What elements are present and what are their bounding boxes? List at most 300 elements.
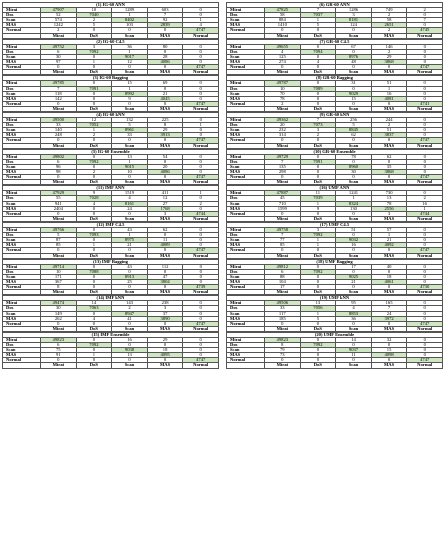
matrix-cell: 0 — [76, 175, 112, 180]
matrix-cell: 262 — [41, 316, 77, 321]
matrix-cell: 5 — [300, 23, 336, 28]
corner-cell — [3, 253, 41, 258]
matrix-cell: 4747 — [183, 358, 219, 363]
matrix-cell: 149 — [41, 311, 77, 316]
matrix-cell: 8 — [41, 285, 77, 290]
matrix-cell: 0 — [407, 233, 443, 238]
row-header: Dos — [3, 86, 41, 91]
matrix-cell: 4081 — [371, 96, 407, 101]
matrix-cell: 0 — [112, 101, 148, 106]
matrix-cell: 49823 — [265, 338, 301, 343]
matrix-cell: 47929 — [41, 191, 77, 196]
column-header: MAS — [371, 70, 407, 75]
matrix-cell: 58 — [265, 13, 301, 18]
row-header: Dos — [3, 123, 41, 128]
column-header: Normal — [407, 253, 443, 258]
matrix-cell: 49787 — [265, 81, 301, 86]
matrix-cell: 5 — [41, 233, 77, 238]
matrix-cell: 8960 — [336, 164, 372, 169]
matrix-cell: 9 — [112, 96, 148, 101]
matrix-cell: 6 — [41, 49, 77, 54]
matrix-cell: 51 — [336, 228, 372, 233]
table-title: (7) GR-60 C4.5 — [227, 39, 443, 44]
matrix-cell: 0 — [300, 154, 336, 159]
column-header: MAS — [371, 33, 407, 38]
matrix-cell: 4095 — [147, 353, 183, 358]
matrix-cell: 7040 — [76, 13, 112, 18]
matrix-cell: 36 — [112, 44, 148, 49]
matrix-cell: 125 — [265, 54, 301, 59]
matrix-cell: 80 — [147, 44, 183, 49]
column-header: MAS — [371, 290, 407, 295]
matrix-cell: 98 — [41, 170, 77, 175]
column-header: DoS — [300, 70, 336, 75]
matrix-cell: 0 — [407, 23, 443, 28]
matrix-cell: 238 — [147, 301, 183, 306]
column-header: MAS — [147, 143, 183, 148]
matrix-cell: 47 — [147, 274, 183, 279]
row-header: Mirai — [227, 191, 265, 196]
matrix-cell: 0 — [76, 348, 112, 353]
column-header: Normal — [183, 326, 219, 331]
matrix-cell: 0 — [183, 316, 219, 321]
matrix-cell: 11 — [300, 191, 336, 196]
column-header: MAS — [147, 326, 183, 331]
matrix-cell: 6 — [41, 159, 77, 164]
matrix-cell: 30 — [41, 54, 77, 59]
matrix-cell: 0 — [407, 243, 443, 248]
matrix-cell: 7092 — [300, 343, 336, 348]
matrix-cell: 0 — [112, 343, 148, 348]
matrix-cell: 8324 — [336, 201, 372, 206]
column-header: MAS — [371, 253, 407, 258]
column-header: DoS — [300, 326, 336, 331]
row-header: Dos — [3, 269, 41, 274]
row-header: Normal — [227, 321, 265, 326]
row-header: MAS — [3, 170, 41, 175]
column-header: DoS — [76, 363, 112, 368]
corner-cell — [3, 326, 41, 331]
matrix-cell: 0 — [183, 306, 219, 311]
matrix-cell: 0 — [147, 343, 183, 348]
matrix-cell: 9 — [300, 206, 336, 211]
matrix-cell: 3868 — [371, 60, 407, 65]
matrix-cell: 0 — [371, 321, 407, 326]
column-header-row — [227, 106, 443, 111]
matrix-cell: 124 — [336, 23, 372, 28]
matrix-cell: 118 — [41, 91, 77, 96]
row-header: MAS — [3, 60, 41, 65]
matrix-cell: 0 — [407, 311, 443, 316]
confusion-matrix-table — [226, 75, 443, 112]
row-header: Mirai — [227, 301, 265, 306]
table-title: (13) IMF Bagging — [3, 259, 219, 264]
column-header: Scan — [112, 70, 148, 75]
row-header: Normal — [3, 138, 41, 143]
matrix-cell: 8181 — [336, 18, 372, 23]
matrix-cell: 0 — [183, 233, 219, 238]
column-header: Mirai — [265, 216, 301, 221]
column-header: Scan — [112, 290, 148, 295]
matrix-cell: 11 — [147, 238, 183, 243]
matrix-cell: 10 — [76, 8, 112, 13]
matrix-cell: 0 — [265, 65, 301, 70]
matrix-cell: 0 — [300, 211, 336, 216]
matrix-cell: 1286 — [336, 8, 372, 13]
matrix-cell: 0 — [407, 54, 443, 59]
column-header: Mirai — [41, 180, 77, 185]
row-header: Scan — [227, 18, 265, 23]
table-title: (8) GR-60 Bagging — [227, 76, 443, 81]
matrix-cell: 0 — [407, 306, 443, 311]
column-header: Normal — [183, 180, 219, 185]
matrix-cell: 0 — [76, 238, 112, 243]
matrix-cell: 1 — [76, 243, 112, 248]
matrix-cell: 78 — [336, 154, 372, 159]
matrix-cell: 0 — [183, 196, 219, 201]
confusion-matrix-table — [2, 149, 219, 186]
matrix-cell: 20 — [265, 123, 301, 128]
matrix-cell: 0 — [147, 101, 183, 106]
matrix-cell: 2 — [371, 49, 407, 54]
matrix-cell: 142 — [41, 96, 77, 101]
matrix-cell: 54 — [147, 154, 183, 159]
matrix-cell: 0 — [76, 228, 112, 233]
matrix-cell: 52 — [41, 13, 77, 18]
row-header: Normal — [227, 358, 265, 363]
matrix-cell: 67 — [336, 44, 372, 49]
column-header: Scan — [336, 363, 372, 368]
column-header: DoS — [300, 180, 336, 185]
matrix-cell: 1 — [112, 13, 148, 18]
matrix-cell: 1 — [183, 191, 219, 196]
row-header: MAS — [227, 60, 265, 65]
row-header: Scan — [3, 238, 41, 243]
row-header: Dos — [3, 196, 41, 201]
row-header: MAS — [227, 206, 265, 211]
matrix-cell: 298 — [265, 170, 301, 175]
matrix-cell: 0 — [76, 285, 112, 290]
matrix-cell: 35 — [371, 164, 407, 169]
matrix-cell: 0 — [371, 138, 407, 143]
matrix-cell: 0 — [76, 264, 112, 269]
row-header: Scan — [227, 54, 265, 59]
matrix-cell: 4045 — [147, 96, 183, 101]
matrix-cell: 70 — [265, 91, 301, 96]
matrix-cell: 0 — [371, 175, 407, 180]
matrix-cell: 0 — [407, 91, 443, 96]
confusion-matrix-table — [2, 259, 219, 296]
table-title: (10) GR-60 Ensemble — [227, 149, 443, 154]
matrix-cell: 2 — [76, 170, 112, 175]
matrix-cell: 3804 — [147, 279, 183, 284]
matrix-cell: 9015 — [112, 164, 148, 169]
matrix-cell: 1 — [300, 238, 336, 243]
matrix-cell: 1 — [112, 233, 148, 238]
matrix-cell: 49752 — [41, 44, 77, 49]
column-header: DoS — [76, 290, 112, 295]
matrix-cell: 20 — [147, 164, 183, 169]
column-header: Normal — [407, 363, 443, 368]
matrix-cell: 248 — [41, 133, 77, 138]
matrix-cell: 4747 — [407, 248, 443, 253]
column-header-row — [227, 253, 443, 258]
column-header: Scan — [112, 143, 148, 148]
column-header: Mirai — [265, 290, 301, 295]
matrix-cell: 0 — [183, 44, 219, 49]
confusion-matrix-table — [226, 112, 443, 149]
matrix-cell: 0 — [300, 96, 336, 101]
row-header: Scan — [227, 91, 265, 96]
matrix-cell: 0 — [265, 138, 301, 143]
matrix-cell: 0 — [407, 164, 443, 169]
matrix-cell: 367 — [41, 279, 77, 284]
matrix-cell: 1 — [76, 60, 112, 65]
row-header: Dos — [227, 196, 265, 201]
matrix-cell: 0 — [407, 238, 443, 243]
matrix-cell: 0 — [336, 159, 372, 164]
matrix-cell: 0 — [76, 279, 112, 284]
confusion-matrix-table — [226, 185, 443, 222]
table-title: (3) IG-60 Bagging — [3, 76, 219, 81]
row-header: Mirai — [3, 301, 41, 306]
matrix-cell: 1 — [300, 243, 336, 248]
matrix-cell: 0 — [183, 311, 219, 316]
matrix-cell: 8853 — [336, 311, 372, 316]
matrix-cell: 0 — [265, 321, 301, 326]
matrix-cell: 0 — [147, 138, 183, 143]
confusion-matrix-table — [226, 295, 443, 332]
matrix-cell: 78 — [371, 201, 407, 206]
matrix-cell: 3 — [300, 228, 336, 233]
matrix-cell: 47887 — [265, 191, 301, 196]
matrix-cell: 2 — [371, 123, 407, 128]
matrix-cell: 1 — [407, 206, 443, 211]
matrix-cell: 92 — [147, 18, 183, 23]
matrix-cell: 5 — [112, 123, 148, 128]
matrix-cell: 0 — [183, 348, 219, 353]
matrix-cell: 0 — [300, 358, 336, 363]
matrix-cell: 3890 — [147, 316, 183, 321]
matrix-cell: 1241 — [336, 191, 372, 196]
matrix-cell: 0 — [112, 175, 148, 180]
matrix-cell: 4 — [265, 49, 301, 54]
matrix-cell: 0 — [147, 65, 183, 70]
matrix-cell: 7028 — [76, 196, 112, 201]
corner-cell — [227, 326, 265, 331]
column-header: DoS — [300, 290, 336, 295]
row-header: Scan — [227, 164, 265, 169]
left-column — [2, 2, 218, 369]
matrix-cell: 2 — [76, 18, 112, 23]
matrix-cell: 1 — [76, 353, 112, 358]
matrix-cell: 0 — [300, 164, 336, 169]
matrix-cell: 0 — [112, 248, 148, 253]
matrix-cell: 47825 — [265, 8, 301, 13]
row-header: MAS — [227, 23, 265, 28]
matrix-cell: 0 — [300, 44, 336, 49]
matrix-cell: 21 — [147, 91, 183, 96]
matrix-cell: 4747 — [183, 65, 219, 70]
row-header: MAS — [227, 96, 265, 101]
matrix-cell: 2556 — [371, 206, 407, 211]
matrix-cell: 0 — [112, 321, 148, 326]
matrix-cell: 4747 — [407, 65, 443, 70]
column-header: DoS — [76, 33, 112, 38]
column-header-row — [3, 363, 219, 368]
matrix-cell: 0 — [300, 248, 336, 253]
matrix-cell: 7092 — [76, 343, 112, 348]
matrix-cell: 0 — [76, 65, 112, 70]
row-header: Normal — [227, 65, 265, 70]
row-header: Normal — [3, 248, 41, 253]
matrix-cell: 7091 — [300, 159, 336, 164]
row-header: Normal — [227, 175, 265, 180]
matrix-cell: 49758 — [265, 228, 301, 233]
row-header: Dos — [3, 49, 41, 54]
column-header: Mirai — [41, 290, 77, 295]
column-header: Scan — [112, 216, 148, 221]
matrix-cell: 710 — [265, 201, 301, 206]
column-header: MAS — [147, 253, 183, 258]
matrix-cell: 0 — [407, 269, 443, 274]
matrix-cell: 7063 — [76, 306, 112, 311]
matrix-cell: 32 — [371, 338, 407, 343]
matrix-cell: 5 — [300, 316, 336, 321]
matrix-cell: 13 — [300, 301, 336, 306]
row-header: MAS — [227, 243, 265, 248]
matrix-cell: 8947 — [112, 311, 148, 316]
matrix-cell: 7 — [265, 159, 301, 164]
matrix-cell: 0 — [112, 138, 148, 143]
matrix-cell: 0 — [407, 96, 443, 101]
row-header: MAS — [3, 23, 41, 28]
column-header: Mirai — [41, 216, 77, 221]
matrix-cell: 62 — [147, 228, 183, 233]
column-header: Normal — [407, 143, 443, 148]
matrix-cell: 41 — [112, 316, 148, 321]
matrix-cell: 0 — [112, 269, 148, 274]
matrix-cell: 0 — [41, 101, 77, 106]
matrix-cell: 0 — [407, 353, 443, 358]
matrix-cell: 8975 — [112, 238, 148, 243]
column-header-row — [227, 70, 443, 75]
column-header: Normal — [183, 143, 219, 148]
column-header: DoS — [76, 70, 112, 75]
column-header: DoS — [76, 106, 112, 111]
column-header: Scan — [336, 180, 372, 185]
table-title: (19) UMF kNN — [227, 296, 443, 301]
matrix-cell: 49766 — [41, 228, 77, 233]
matrix-cell: 0 — [371, 285, 407, 290]
column-header: Normal — [183, 363, 219, 368]
column-header: Mirai — [265, 106, 301, 111]
matrix-cell: 0 — [183, 343, 219, 348]
matrix-cell: 0 — [76, 91, 112, 96]
column-header: Mirai — [265, 363, 301, 368]
table-title: (17) UMF C4.5 — [227, 222, 443, 227]
matrix-cell: 0 — [336, 28, 372, 33]
row-header: Mirai — [227, 118, 265, 123]
matrix-cell: 1 — [183, 123, 219, 128]
matrix-cell: 2 — [300, 133, 336, 138]
column-header: MAS — [371, 143, 407, 148]
matrix-cell: 0 — [371, 269, 407, 274]
matrix-cell: 7 — [407, 18, 443, 23]
matrix-cell: 0 — [147, 321, 183, 326]
matrix-cell: 4098 — [371, 353, 407, 358]
matrix-cell: 0 — [336, 269, 372, 274]
matrix-cell: 0 — [183, 164, 219, 169]
matrix-cell: 0 — [407, 316, 443, 321]
row-header: Normal — [227, 138, 265, 143]
row-header: Mirai — [227, 228, 265, 233]
corner-cell — [3, 216, 41, 221]
confusion-matrix-table — [2, 185, 219, 222]
matrix-cell: 10 — [112, 170, 148, 175]
matrix-cell: 1 — [371, 86, 407, 91]
matrix-cell: 12 — [112, 60, 148, 65]
matrix-cell: 0 — [76, 28, 112, 33]
column-header-row — [3, 180, 219, 185]
matrix-cell: 0 — [183, 96, 219, 101]
column-header: Mirai — [41, 143, 77, 148]
matrix-cell: 0 — [407, 49, 443, 54]
matrix-cell: 7092 — [300, 233, 336, 238]
matrix-cell: 13 — [371, 196, 407, 201]
confusion-matrix-table — [2, 112, 219, 149]
matrix-cell: 0 — [76, 311, 112, 316]
matrix-cell: 4 — [300, 60, 336, 65]
corner-cell — [3, 106, 41, 111]
matrix-cell: 4739 — [183, 285, 219, 290]
matrix-cell: 51 — [371, 128, 407, 133]
matrix-cell: 31 — [336, 81, 372, 86]
matrix-cell: 0 — [76, 206, 112, 211]
matrix-cell: 28 — [147, 54, 183, 59]
matrix-cell: 3868 — [371, 170, 407, 175]
corner-cell — [227, 216, 265, 221]
matrix-cell: 7056 — [300, 306, 336, 311]
matrix-cell: 0 — [183, 60, 219, 65]
matrix-cell: 0 — [76, 274, 112, 279]
matrix-cell: 33 — [112, 133, 148, 138]
row-header: MAS — [227, 279, 265, 284]
matrix-cell: 30 — [336, 170, 372, 175]
column-header: Scan — [336, 70, 372, 75]
column-header-row — [227, 180, 443, 185]
column-header: Mirai — [41, 70, 77, 75]
column-header: Scan — [112, 363, 148, 368]
matrix-cell: 4089 — [147, 243, 183, 248]
column-header-row — [227, 290, 443, 295]
confusion-matrix-table — [226, 332, 443, 369]
column-header: Normal — [407, 326, 443, 331]
matrix-cell: 0 — [300, 54, 336, 59]
column-header-row — [227, 216, 443, 221]
matrix-cell: 49474 — [41, 301, 77, 306]
matrix-cell: 0 — [407, 170, 443, 175]
row-header: MAS — [3, 243, 41, 248]
column-header: Normal — [183, 216, 219, 221]
matrix-cell: 103 — [112, 23, 148, 28]
corner-cell — [3, 33, 41, 38]
column-header: MAS — [371, 180, 407, 185]
column-header-row — [3, 143, 219, 148]
matrix-cell: 7092 — [300, 269, 336, 274]
matrix-cell: 7 — [300, 8, 336, 13]
matrix-cell: 3837 — [371, 133, 407, 138]
